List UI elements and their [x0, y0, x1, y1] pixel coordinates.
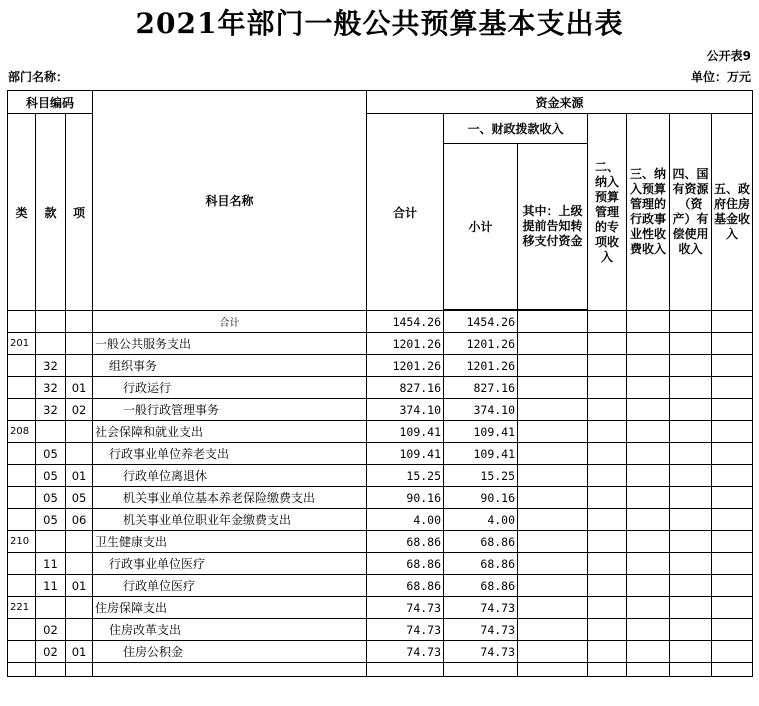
row-name: 卫生健康支出 — [93, 531, 367, 553]
row-name: 住房改革支出 — [93, 619, 367, 641]
table-row — [8, 597, 753, 619]
empty-cell — [588, 641, 627, 663]
department-label: 部门名称： — [8, 70, 69, 84]
empty-cell — [518, 641, 588, 663]
header-special: 二、纳入预算管理的专项收入 — [588, 114, 627, 311]
row-xiang — [66, 597, 93, 619]
empty-cell — [670, 333, 712, 355]
row-kuan: 32 — [36, 377, 66, 399]
row-xiang: 01 — [66, 575, 93, 597]
empty-cell — [518, 443, 588, 465]
table-row — [8, 399, 753, 421]
row-name: 住房保障支出 — [93, 597, 367, 619]
empty-cell — [627, 421, 670, 443]
empty-cell — [712, 443, 753, 465]
row-total: 74.73 — [367, 641, 444, 663]
row-subtotal: 1201.26 — [444, 355, 518, 377]
empty-cell — [712, 531, 753, 553]
row-xiang — [66, 421, 93, 443]
header-kuan: 款 — [36, 114, 66, 311]
table-row — [8, 553, 753, 575]
row-subtotal: 1201.26 — [444, 333, 518, 355]
empty-cell — [712, 399, 753, 421]
empty-cell — [518, 509, 588, 531]
empty-cell — [627, 597, 670, 619]
row-name: 行政运行 — [93, 377, 367, 399]
empty-cell — [670, 531, 712, 553]
empty-cell — [712, 333, 753, 355]
form-number: 公开表9 — [706, 49, 751, 63]
header-subject-name: 科目名称 — [93, 91, 367, 311]
row-kuan: 11 — [36, 553, 66, 575]
row-total: 68.86 — [367, 575, 444, 597]
header-housing-fund: 五、政府住房基金收入 — [712, 114, 753, 311]
row-xiang — [66, 553, 93, 575]
row-name: 住房公积金 — [93, 641, 367, 663]
empty-cell — [670, 597, 712, 619]
row-subtotal: 827.16 — [444, 377, 518, 399]
row-total: 15.25 — [367, 465, 444, 487]
empty-cell — [627, 487, 670, 509]
empty-cell — [588, 575, 627, 597]
empty-cell — [670, 509, 712, 531]
empty-cell — [367, 663, 444, 677]
total-row — [8, 311, 753, 333]
row-kuan: 11 — [36, 575, 66, 597]
empty-cell — [518, 619, 588, 641]
empty-cell — [588, 487, 627, 509]
empty-cell — [627, 663, 670, 677]
empty-cell — [712, 377, 753, 399]
table-row — [8, 465, 753, 487]
row-cat — [8, 509, 36, 531]
row-kuan — [36, 421, 66, 443]
empty-cell — [712, 619, 753, 641]
empty-cell — [670, 575, 712, 597]
unit-label: 单位：万元 — [690, 70, 751, 84]
row-total: 109.41 — [367, 421, 444, 443]
row-kuan: 05 — [36, 509, 66, 531]
empty-cell — [588, 399, 627, 421]
empty-cell — [712, 509, 753, 531]
row-name: 行政事业单位养老支出 — [93, 443, 367, 465]
empty-cell — [627, 333, 670, 355]
empty-cell — [518, 465, 588, 487]
empty-cell — [670, 377, 712, 399]
empty-cell — [627, 641, 670, 663]
table-row — [8, 377, 753, 399]
row-subtotal: 74.73 — [444, 641, 518, 663]
row-xiang — [66, 443, 93, 465]
total-amount: 1454.26 — [367, 311, 444, 333]
total-xiang — [66, 311, 93, 333]
header-total: 合计 — [367, 114, 444, 311]
empty-cell — [670, 443, 712, 465]
row-cat — [8, 641, 36, 663]
row-kuan: 02 — [36, 619, 66, 641]
row-cat: 201 — [8, 333, 36, 355]
row-name: 行政单位离退休 — [93, 465, 367, 487]
blank-row — [8, 663, 753, 677]
row-cat — [8, 443, 36, 465]
header-advance: 其中：上级提前告知转移支付资金 — [518, 144, 588, 310]
total-cat — [8, 311, 36, 333]
total-label: 合计 — [93, 311, 367, 333]
row-subtotal: 68.86 — [444, 531, 518, 553]
empty-cell — [670, 355, 712, 377]
empty-cell — [588, 663, 627, 677]
empty-cell — [670, 487, 712, 509]
row-total: 68.86 — [367, 553, 444, 575]
empty-cell — [712, 663, 753, 677]
empty-cell — [627, 399, 670, 421]
row-name: 行政事业单位医疗 — [93, 553, 367, 575]
empty-cell — [36, 663, 66, 677]
row-xiang: 01 — [66, 377, 93, 399]
empty-cell — [444, 663, 518, 677]
empty-cell — [670, 465, 712, 487]
row-name: 机关事业单位基本养老保险缴费支出 — [93, 487, 367, 509]
row-kuan: 05 — [36, 487, 66, 509]
empty-cell — [712, 421, 753, 443]
row-xiang: 02 — [66, 399, 93, 421]
budget-table — [7, 90, 753, 677]
empty-cell — [518, 399, 588, 421]
row-kuan — [36, 333, 66, 355]
empty-cell — [518, 487, 588, 509]
row-total: 1201.26 — [367, 355, 444, 377]
page-title: 2021年部门一般公共预算基本支出表 — [135, 7, 624, 40]
empty-cell — [712, 641, 753, 663]
empty-cell — [670, 311, 712, 333]
row-total: 68.86 — [367, 531, 444, 553]
header-xiang: 项 — [66, 114, 93, 311]
row-cat: 210 — [8, 531, 36, 553]
row-name: 组织事务 — [93, 355, 367, 377]
row-name: 机关事业单位职业年金缴费支出 — [93, 509, 367, 531]
row-subtotal: 15.25 — [444, 465, 518, 487]
row-xiang — [66, 531, 93, 553]
row-total: 74.73 — [367, 597, 444, 619]
table-row — [8, 487, 753, 509]
row-total: 374.10 — [367, 399, 444, 421]
row-cat — [8, 377, 36, 399]
row-subtotal: 74.73 — [444, 619, 518, 641]
empty-cell — [670, 619, 712, 641]
row-xiang: 06 — [66, 509, 93, 531]
empty-cell — [588, 311, 627, 333]
table-row — [8, 421, 753, 443]
empty-cell — [8, 663, 36, 677]
empty-cell — [518, 575, 588, 597]
row-cat: 221 — [8, 597, 36, 619]
empty-cell — [588, 597, 627, 619]
table-row — [8, 333, 753, 355]
row-total: 109.41 — [367, 443, 444, 465]
table-row — [8, 355, 753, 377]
row-kuan: 05 — [36, 465, 66, 487]
empty-cell — [588, 421, 627, 443]
empty-cell — [518, 531, 588, 553]
header-subtotal: 小计 — [444, 144, 518, 310]
row-cat — [8, 619, 36, 641]
header-fiscal: 一、财政拨款收入 — [444, 114, 588, 144]
empty-cell — [712, 597, 753, 619]
row-kuan: 05 — [36, 443, 66, 465]
table-row — [8, 531, 753, 553]
row-xiang — [66, 333, 93, 355]
row-subtotal: 109.41 — [444, 443, 518, 465]
row-name: 一般公共服务支出 — [93, 333, 367, 355]
header-funding-source: 资金来源 — [367, 91, 753, 114]
empty-cell — [712, 553, 753, 575]
empty-cell — [518, 377, 588, 399]
empty-cell — [627, 509, 670, 531]
empty-cell — [518, 597, 588, 619]
empty-cell — [588, 443, 627, 465]
row-name: 一般行政管理事务 — [93, 399, 367, 421]
empty-cell — [588, 509, 627, 531]
empty-cell — [588, 553, 627, 575]
row-total: 4.00 — [367, 509, 444, 531]
empty-cell — [66, 663, 93, 677]
empty-cell — [712, 465, 753, 487]
empty-cell — [712, 575, 753, 597]
row-cat — [8, 355, 36, 377]
empty-cell — [93, 663, 367, 677]
row-kuan — [36, 531, 66, 553]
empty-cell — [518, 311, 588, 333]
row-xiang — [66, 355, 93, 377]
row-xiang: 01 — [66, 641, 93, 663]
row-kuan — [36, 597, 66, 619]
row-subtotal: 90.16 — [444, 487, 518, 509]
empty-cell — [670, 421, 712, 443]
row-xiang — [66, 619, 93, 641]
table-row — [8, 575, 753, 597]
empty-cell — [518, 663, 588, 677]
row-total: 90.16 — [367, 487, 444, 509]
header-cat: 类 — [8, 114, 36, 311]
row-subtotal: 68.86 — [444, 575, 518, 597]
empty-cell — [518, 333, 588, 355]
header-state-asset: 四、国有资源（资产）有偿使用收入 — [670, 114, 712, 311]
empty-cell — [627, 311, 670, 333]
empty-cell — [588, 333, 627, 355]
row-subtotal: 109.41 — [444, 421, 518, 443]
empty-cell — [670, 641, 712, 663]
row-cat — [8, 487, 36, 509]
total-kuan — [36, 311, 66, 333]
empty-cell — [588, 377, 627, 399]
empty-cell — [670, 399, 712, 421]
row-subtotal: 74.73 — [444, 597, 518, 619]
empty-cell — [518, 355, 588, 377]
row-kuan: 32 — [36, 355, 66, 377]
empty-cell — [627, 553, 670, 575]
empty-cell — [627, 443, 670, 465]
row-xiang: 01 — [66, 465, 93, 487]
empty-cell — [670, 553, 712, 575]
row-cat: 208 — [8, 421, 36, 443]
row-total: 74.73 — [367, 619, 444, 641]
empty-cell — [588, 355, 627, 377]
empty-cell — [712, 355, 753, 377]
row-subtotal: 374.10 — [444, 399, 518, 421]
row-subtotal: 68.86 — [444, 553, 518, 575]
row-cat — [8, 575, 36, 597]
empty-cell — [588, 531, 627, 553]
total-subtotal: 1454.26 — [444, 311, 518, 333]
row-kuan: 32 — [36, 399, 66, 421]
empty-cell — [627, 377, 670, 399]
empty-cell — [627, 355, 670, 377]
row-subtotal: 4.00 — [444, 509, 518, 531]
table-row — [8, 509, 753, 531]
empty-cell — [588, 619, 627, 641]
empty-cell — [588, 465, 627, 487]
header-admin-fee: 三、纳入预算管理的行政事业性收费收入 — [627, 114, 670, 311]
row-cat — [8, 399, 36, 421]
empty-cell — [518, 421, 588, 443]
row-total: 827.16 — [367, 377, 444, 399]
empty-cell — [712, 487, 753, 509]
table-row — [8, 641, 753, 663]
header-subject-code: 科目编码 — [8, 91, 93, 114]
table-row — [8, 443, 753, 465]
row-xiang: 05 — [66, 487, 93, 509]
empty-cell — [518, 553, 588, 575]
row-cat — [8, 553, 36, 575]
empty-cell — [627, 575, 670, 597]
row-name: 社会保障和就业支出 — [93, 421, 367, 443]
empty-cell — [712, 311, 753, 333]
empty-cell — [627, 531, 670, 553]
empty-cell — [627, 619, 670, 641]
table-row — [8, 619, 753, 641]
row-cat — [8, 465, 36, 487]
empty-cell — [670, 663, 712, 677]
row-kuan: 02 — [36, 641, 66, 663]
row-name: 行政单位医疗 — [93, 575, 367, 597]
row-total: 1201.26 — [367, 333, 444, 355]
empty-cell — [627, 465, 670, 487]
